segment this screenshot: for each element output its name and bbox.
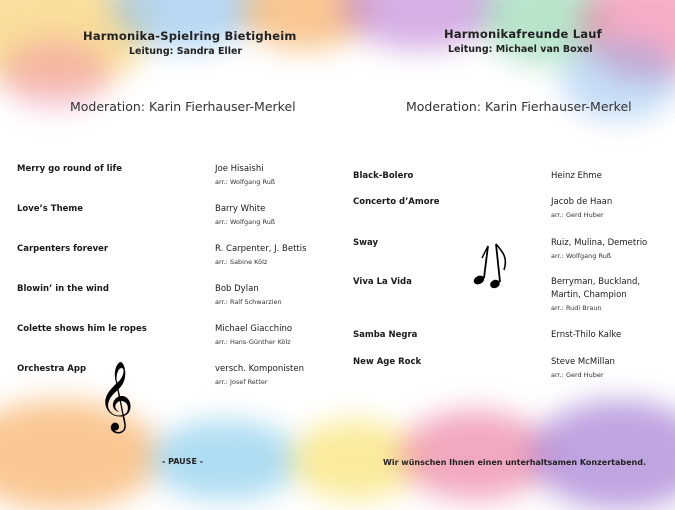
composer: Barry White [215, 204, 266, 214]
composer-entry [215, 363, 304, 386]
composer-entry [215, 323, 292, 346]
piece-title: New Age Rock [353, 357, 422, 367]
arranger: arr.: Ralf Schwarzien [215, 298, 282, 306]
composer: versch. Komponisten [215, 364, 305, 374]
composer-entry [551, 237, 647, 260]
treble-clef-icon: 𝄞 [98, 361, 134, 431]
piece-title: Viva La Vida [353, 277, 412, 287]
pause-label: - PAUSE - [162, 457, 204, 466]
piece-title: Black-Bolero [353, 171, 414, 181]
composer: Ruiz, Mulina, Demetrio [551, 238, 648, 248]
piece-title: Carpenters forever [17, 244, 109, 254]
composer-entry [215, 203, 275, 226]
arranger: arr.: Rudi Braun [551, 304, 602, 312]
left-group-title: Harmonika-Spielring Bietigheim [83, 29, 297, 43]
right-group-leader: Leitung: Michael van Boxel [448, 44, 593, 55]
piece-title: Colette shows him le ropes [17, 324, 147, 334]
composer-entry [215, 243, 307, 266]
right-moderation: Moderation: Karin Fierhauser-Merkel [406, 99, 632, 114]
composer-entry [551, 276, 659, 312]
piece-title: Blowin’ in the wind [17, 284, 109, 294]
composer: R. Carpenter, J. Bettis [215, 244, 307, 254]
composer-entry [215, 163, 275, 186]
arranger: arr.: Wolfgang Ruß [551, 252, 611, 260]
arranger: arr.: Hans-Günther Kölz [215, 338, 291, 346]
piece-title: Samba Negra [353, 330, 418, 340]
arranger: arr.: Wolfgang Ruß [215, 218, 275, 226]
piece-title: Orchestra App [17, 364, 87, 374]
arranger: arr.: Josef Retter [215, 378, 268, 386]
composer-entry [551, 329, 621, 342]
composer-entry [551, 356, 615, 379]
arranger: arr.: Gerd Huber [551, 211, 604, 219]
composer: Berryman, Buckland, Martin, Champion [551, 277, 641, 300]
left-group-leader: Leitung: Sandra Eller [129, 46, 243, 57]
left-moderation: Moderation: Karin Fierhauser-Merkel [70, 99, 296, 114]
composer-entry [215, 283, 282, 306]
composer: Joe Hisaishi [215, 164, 264, 174]
closing-greeting: Wir wünschen Ihnen einen unterhaltsamen Konzertabend. [383, 458, 646, 467]
arranger: arr.: Gerd Huber [551, 371, 604, 379]
composer: Michael Giacchino [215, 324, 293, 334]
composer-entry [551, 170, 602, 183]
composer: Ernst-Thilo Kalke [551, 330, 622, 340]
piece-title: Concerto d’Amore [353, 197, 440, 207]
composer: Bob Dylan [215, 284, 259, 294]
arranger: arr.: Wolfgang Ruß [215, 178, 275, 186]
composer-entry [551, 196, 612, 219]
composer: Heinz Ehme [551, 171, 602, 181]
piece-title: Sway [353, 238, 378, 248]
music-notes-icon [470, 240, 514, 296]
piece-title: Love’s Theme [17, 204, 84, 214]
composer: Steve McMillan [551, 357, 615, 367]
right-group-title: Harmonikafreunde Lauf [444, 27, 602, 41]
composer: Jacob de Haan [551, 197, 613, 207]
piece-title: Merry go round of life [17, 164, 122, 174]
arranger: arr.: Sabine Kölz [215, 258, 268, 266]
